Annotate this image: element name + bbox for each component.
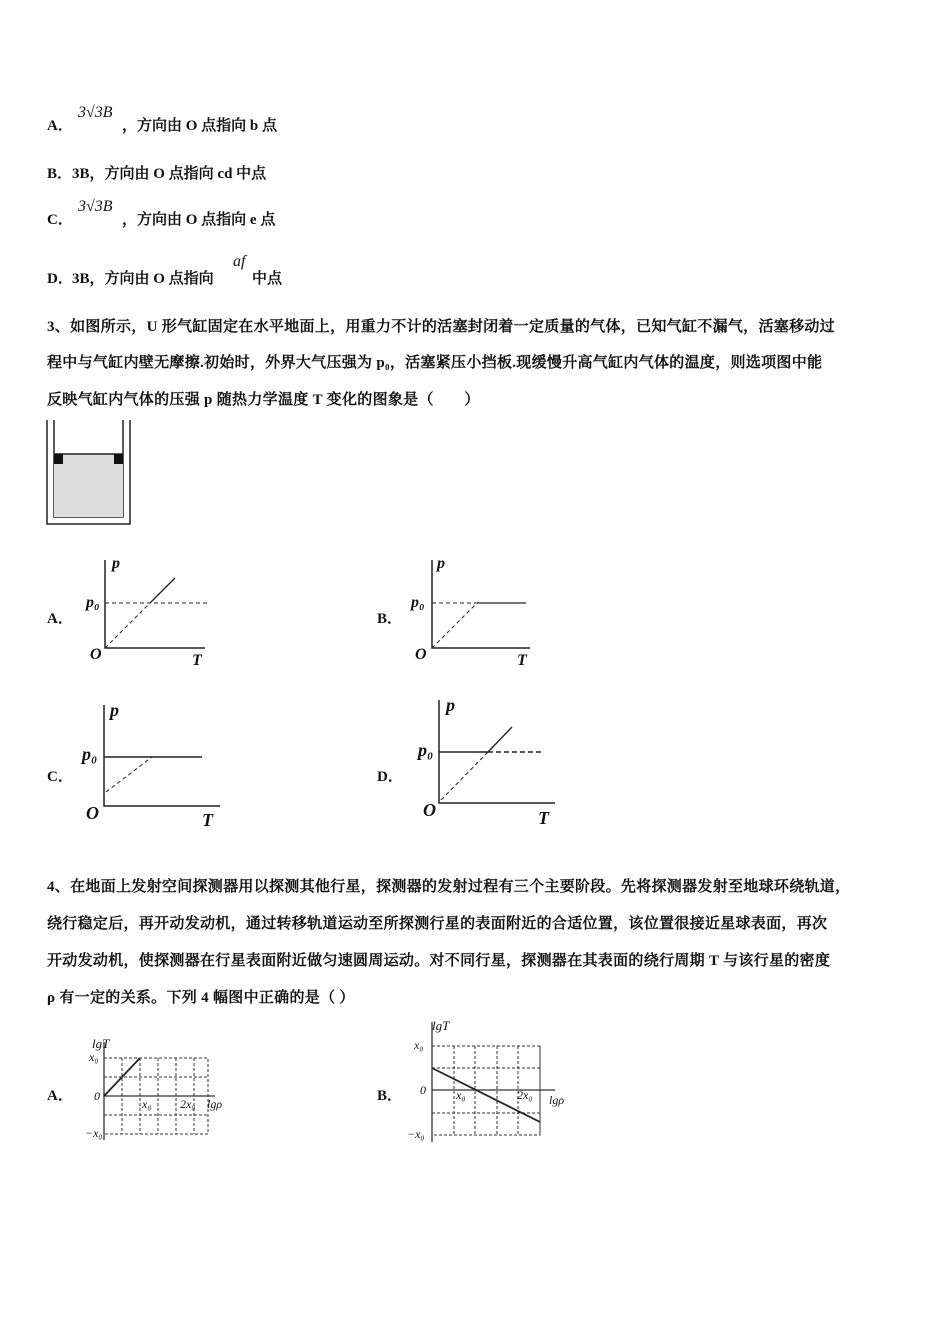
q3-line-3: 反映气缸内气体的压强 p 随热力学温度 T 变化的图象是（ ）	[47, 392, 480, 408]
axis-p0: p₀	[82, 744, 98, 764]
axis-lgT: lgT	[432, 1018, 450, 1033]
axis-lgrho: lgρ	[549, 1093, 565, 1107]
option-d-text: 3B，方向由 O 点指向	[72, 271, 214, 287]
axis-origin: O	[86, 803, 99, 823]
axis-p: p	[110, 700, 119, 720]
axis-zero: 0	[94, 1089, 100, 1103]
axis-2x0: 2x₀	[517, 1088, 533, 1102]
option-a-label: A．	[47, 118, 73, 134]
q3-line-2: 程中与气缸内壁无摩擦.初始时，外界大气压强为 p₀，活塞紧压小挡板.现缓慢升高气缸内气体的温度，则选项图中能	[47, 355, 823, 371]
option-d-suffix: 中点	[252, 271, 283, 287]
q4-graph-a	[85, 1040, 235, 1145]
axis-x0: x₀	[414, 1038, 424, 1052]
axis-neg-x0: −x₀	[85, 1126, 103, 1140]
q3-option-c-label: C．	[47, 769, 73, 785]
axis-p0: p₀	[418, 740, 434, 760]
axis-lgrho: lgρ	[207, 1097, 223, 1111]
option-a-math: 3√3B	[78, 104, 113, 121]
axis-origin: O	[423, 800, 436, 820]
axis-p: p	[437, 555, 445, 572]
q3-line-1: 3、如图所示，U 形气缸固定在水平地面上，用重力不计的活塞封闭着一定质量的气体，已知气缸不漏气，活塞移动过	[47, 319, 835, 335]
axis-x0-h: x₀	[142, 1097, 152, 1111]
q3-option-d-label: D．	[377, 769, 403, 785]
option-d-math: af	[233, 253, 246, 270]
q4-option-a-label: A．	[47, 1088, 73, 1104]
axis-t: T	[202, 810, 213, 830]
axis-neg-x0: −x₀	[407, 1127, 425, 1141]
axis-origin: O	[415, 646, 427, 663]
option-d-label: D．	[47, 271, 73, 287]
axis-p: p	[112, 555, 120, 572]
option-c-text: ，方向由 O 点指向 e 点	[122, 212, 276, 228]
axis-2x0: 2x₀	[180, 1097, 196, 1111]
axis-zero: 0	[420, 1083, 426, 1097]
option-b-label: B．	[47, 166, 73, 182]
axis-p: p	[446, 695, 455, 715]
axis-t: T	[517, 652, 527, 669]
axis-lgT: lgT	[92, 1036, 110, 1051]
q4-graph-b	[405, 1020, 580, 1150]
q3-option-a-label: A．	[47, 611, 73, 627]
cylinder-figure	[46, 420, 136, 528]
option-c-label: C．	[47, 212, 73, 228]
q3-option-b-label: B．	[377, 611, 403, 627]
axis-x0-h: x₀	[456, 1088, 466, 1102]
q4-line-4: ρ 有一定的关系。下列 4 幅图中正确的是（ ）	[47, 990, 355, 1006]
option-c-math: 3√3B	[78, 198, 113, 215]
q4-line-1: 4、在地面上发射空间探测器用以探测其他行星，探测器的发射过程有三个主要阶段。先将探测器发射至地球环绕轨道，	[47, 879, 851, 895]
axis-t: T	[538, 808, 549, 828]
axis-p0: p₀	[86, 594, 100, 611]
axis-x0: x₀	[89, 1050, 99, 1064]
q4-option-b-label: B．	[377, 1088, 403, 1104]
q4-line-2: 绕行稳定后，再开动发动机，通过转移轨道运动至所探测行星的表面附近的合适位置，该位置很接近星球表面，再次	[47, 916, 828, 932]
q4-line-3: 开动发动机，使探测器在行星表面附近做匀速圆周运动。对不同行星，探测器在其表面的绕行周期 T 与该行星的密度	[47, 953, 831, 969]
axis-t: T	[192, 652, 202, 669]
axis-p0: p₀	[411, 594, 425, 611]
option-a-text: ，方向由 O 点指向 b 点	[122, 118, 278, 134]
option-b-text: 3B，方向由 O 点指向 cd 中点	[72, 166, 267, 182]
axis-origin: O	[90, 646, 102, 663]
